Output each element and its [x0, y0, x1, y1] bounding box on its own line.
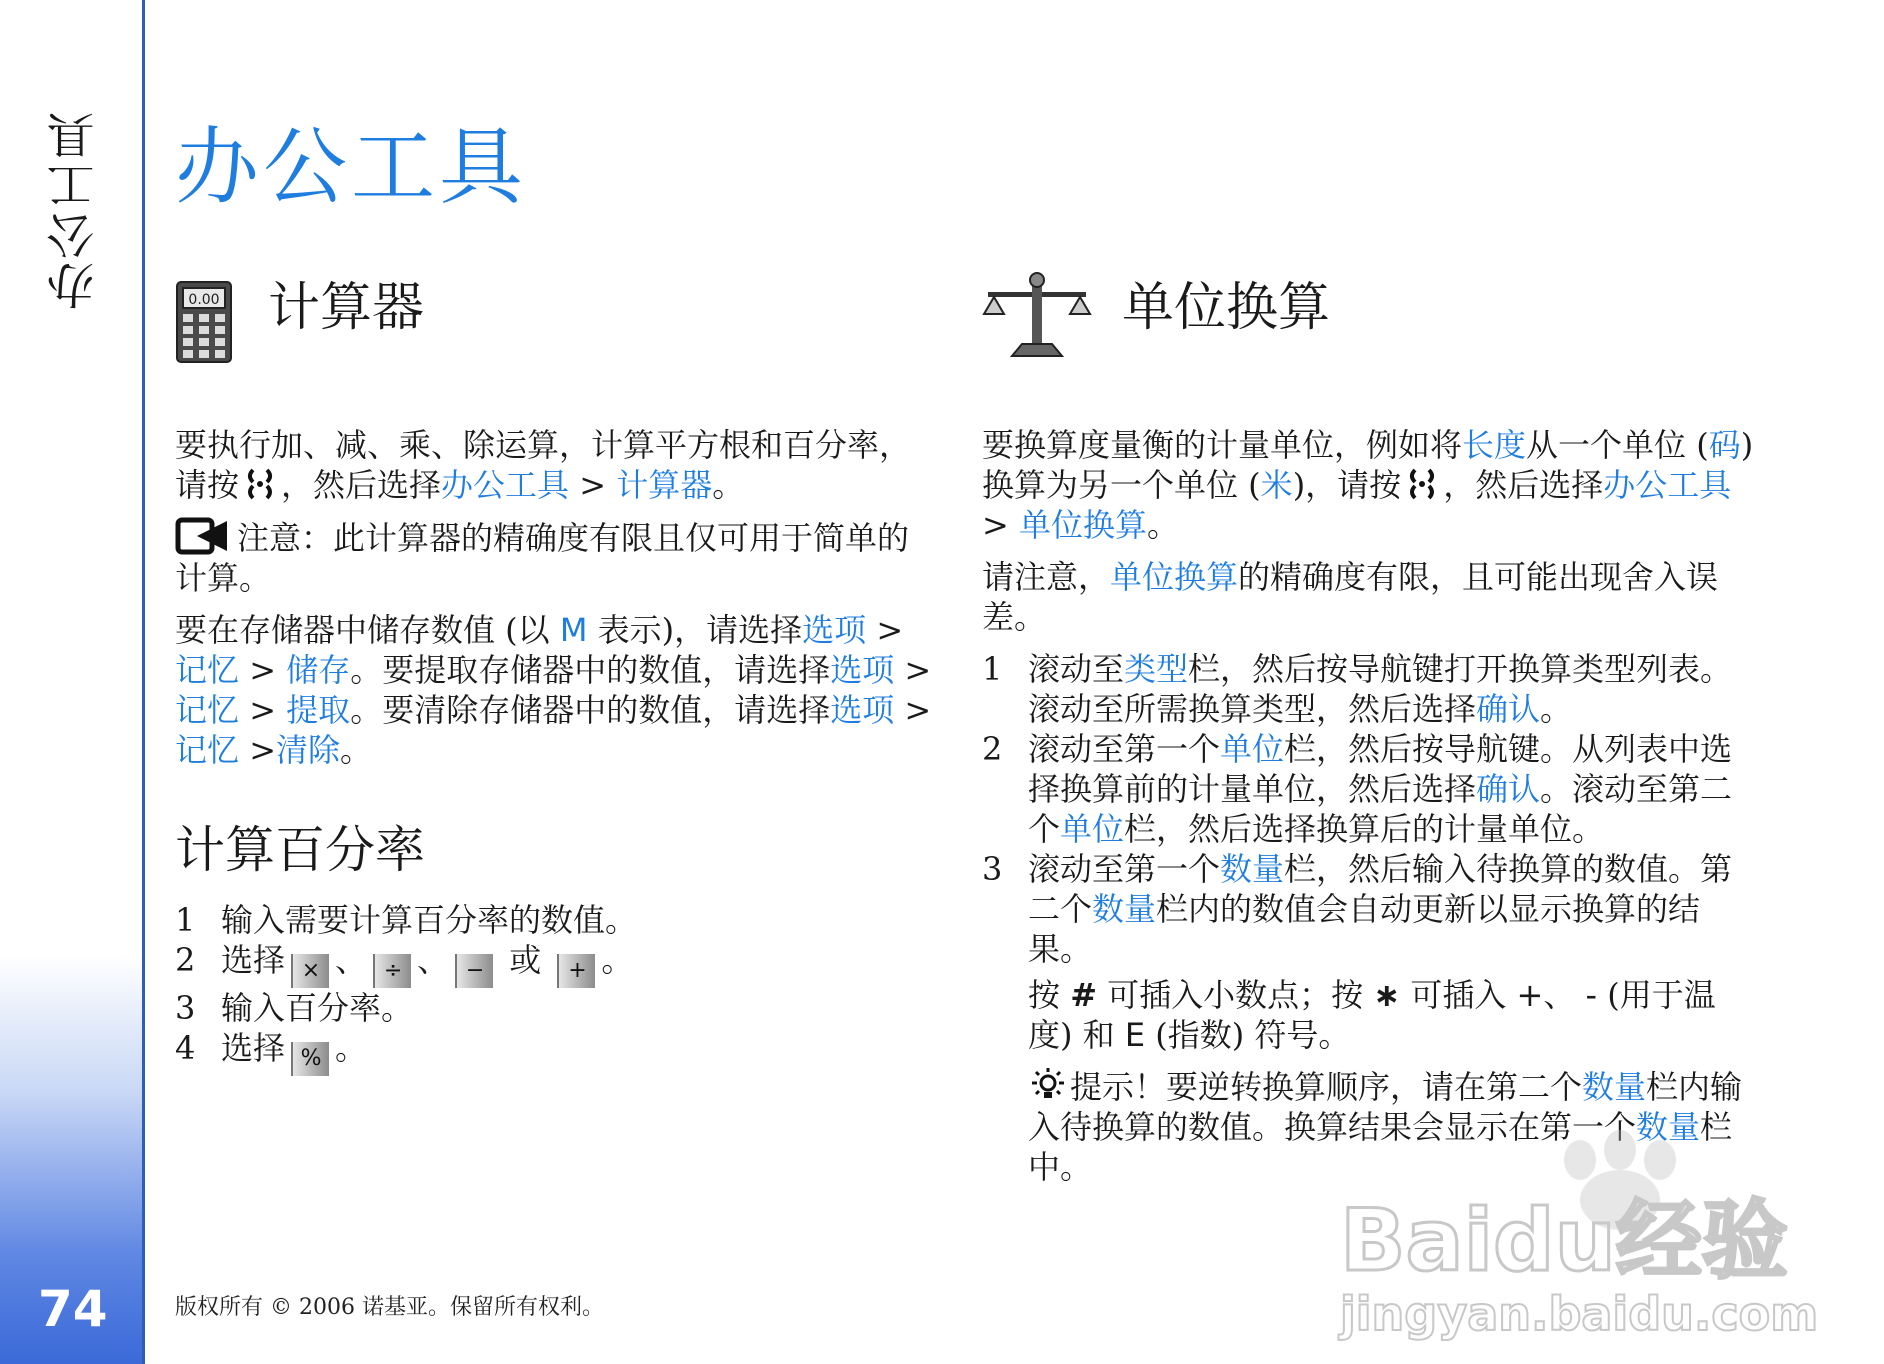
percent-heading: 计算百分率: [175, 821, 425, 879]
link-options[interactable]: 选项: [830, 651, 895, 689]
calculator-intro: 要执行加、减、乘、除运算，计算平方根和百分率，请按 ，然后选择办公工具 > 计算器。: [175, 426, 912, 504]
percent-key-icon: %: [291, 1042, 329, 1076]
link-length[interactable]: 长度: [1462, 426, 1527, 464]
list-item: 1 输入需要计算百分率的数值。: [175, 901, 638, 939]
link-memory[interactable]: 记忆: [175, 691, 240, 729]
menu-key-icon: [1407, 466, 1437, 502]
svg-text:Baidu经验: Baidu经验: [1340, 1191, 1788, 1291]
link-amount[interactable]: 数量: [1582, 1068, 1647, 1106]
list-item: 2 滚动至第一个单位栏，然后按导航键。从列表中选择换算前的计量单位，然后选择确认。滚动至第二个单位栏，然后选择换算后的计量单位。: [982, 730, 1733, 848]
percent-steps: [175, 900, 940, 1076]
link-amount[interactable]: 数量: [1092, 890, 1157, 928]
link-yard[interactable]: 码: [1708, 426, 1741, 464]
multiply-key-icon: ×: [291, 954, 329, 988]
page-number: 74: [38, 1280, 108, 1338]
unit-converter-column: [982, 265, 1757, 1199]
lightbulb-icon: [1028, 1068, 1068, 1104]
copyright-footer: 版权所有 © 2006 诺基亚。保留所有权利。: [175, 1295, 604, 1320]
link-save[interactable]: 储存: [286, 651, 351, 689]
scale-icon: [982, 270, 1092, 360]
link-memory[interactable]: 记忆: [175, 731, 240, 769]
baidu-watermark: [1330, 1130, 1819, 1341]
calculator-icon: [175, 280, 233, 364]
page-title: 办公工具: [175, 118, 528, 216]
calculator-header: [175, 265, 940, 365]
link-confirm[interactable]: 确认: [1476, 690, 1541, 728]
link-meter[interactable]: 米: [1260, 466, 1293, 504]
list-item: 3 输入百分率。: [175, 989, 414, 1027]
tip-paragraph: 提示！要逆转换算顺序，请在第二个数量栏内输入待换算的数值。换算结果会显示在第一个数量栏中。: [1028, 1068, 1743, 1186]
plus-key-icon: +: [557, 954, 595, 988]
memory-paragraph: 要在存储器中储存数值 (以 M 表示)，请选择选项 > 记忆 > 储存。要提取存储器中的数值，请选择选项 > 记忆 > 提取。要清除存储器中的数值，请选择选项 > 记忆 >清除。: [175, 611, 932, 769]
link-options[interactable]: 选项: [830, 691, 895, 729]
unit-converter-title: 单位换算: [1122, 278, 1331, 338]
unit-intro: 要换算度量衡的计量单位，例如将长度从一个单位 (码) 换算为另一个单位 (米)，请按 ，然后选择办公工具 > 单位换算。: [982, 426, 1754, 544]
link-amount[interactable]: 数量: [1220, 850, 1285, 888]
link-calculator[interactable]: 计算器: [616, 466, 713, 504]
calculator-title: 计算器: [268, 278, 425, 338]
link-office-tools[interactable]: 办公工具: [441, 466, 570, 504]
tip-label: 提示！: [1070, 1068, 1167, 1106]
link-office-tools[interactable]: 办公工具: [1603, 466, 1732, 504]
list-item: 2 选择 × 、 ÷ 、 − 或 + 。: [175, 940, 940, 988]
link-retrieve[interactable]: 提取: [286, 691, 351, 729]
svg-text:jingyan.baidu.com: jingyan.baidu.com: [1340, 1287, 1819, 1341]
link-options[interactable]: 选项: [802, 611, 867, 649]
link-unit[interactable]: 单位: [1060, 810, 1125, 848]
svg-text:0.00: 0.00: [188, 292, 220, 308]
sidebar-title: 办公工具: [47, 110, 103, 310]
minus-key-icon: −: [455, 954, 493, 988]
calculator-column: [175, 265, 940, 1076]
link-amount[interactable]: 数量: [1636, 1108, 1701, 1146]
list-item: 3 滚动至第一个数量栏，然后输入待换算的数值。第二个数量栏内的数值会自动更新以显示换算的结果。: [982, 850, 1733, 968]
unit-steps: [982, 649, 1757, 969]
note-label: 注意：: [237, 519, 334, 557]
link-unit-converter[interactable]: 单位换算: [1018, 506, 1147, 544]
list-item: 4 选择 % 。: [175, 1028, 940, 1076]
divide-key-icon: ÷: [373, 954, 411, 988]
input-keys-paragraph: 按 # 可插入小数点；按 ∗ 可插入 +、 - (用于温度) 和 E (指数) 符号。: [1028, 976, 1716, 1054]
link-memory[interactable]: 记忆: [175, 651, 240, 689]
unit-converter-header: [982, 265, 1757, 365]
calculator-note: 注意：此计算器的精确度有限且仅可用于简单的计算。: [175, 519, 910, 597]
link-type[interactable]: 类型: [1124, 650, 1189, 688]
link-unit[interactable]: 单位: [1220, 730, 1285, 768]
note-icon: [175, 517, 231, 555]
link-clear[interactable]: 清除: [276, 731, 341, 769]
sidebar: [0, 0, 145, 1364]
list-item: 1 滚动至类型栏，然后按导航键打开换算类型列表。滚动至所需换算类型，然后选择确认。: [982, 650, 1733, 728]
link-unit-converter[interactable]: 单位换算: [1110, 558, 1239, 596]
link-confirm[interactable]: 确认: [1476, 770, 1541, 808]
unit-precision-note: 请注意，单位换算的精确度有限，且可能出现舍入误差。: [982, 558, 1719, 636]
menu-key-icon: [245, 466, 275, 502]
